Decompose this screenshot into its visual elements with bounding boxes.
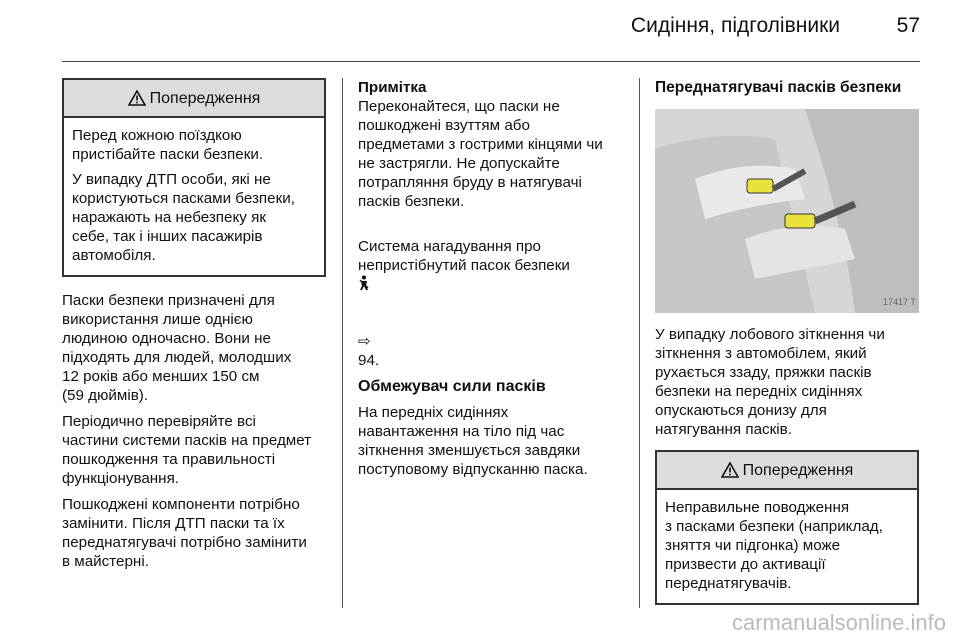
note-title: Примітка <box>358 79 427 96</box>
warning-title: Попередження <box>149 89 261 107</box>
warning-triangle-icon <box>128 90 146 106</box>
warning-triangle-icon <box>721 462 739 478</box>
page-reference-arrow-icon: ⇨ <box>358 333 371 350</box>
note-text: Переконайтеся, що паски не пошкоджені взуттям або предметами з гострими кінцями чи не застрягли. Не допускайте потрапляння бруду в натягувачі пасків безпеки. <box>358 98 603 210</box>
column-divider-2 <box>639 78 640 608</box>
column-2 <box>358 78 628 486</box>
warning-body <box>64 118 324 275</box>
page-header-title: Сидіння, підголівники <box>630 14 840 37</box>
image-code: 17417 T <box>883 297 916 307</box>
column-3 <box>655 78 925 605</box>
body-paragraph: Періодично перевіряйте всі частини системи пасків на предмет пошкодження та правильності функціонування. <box>62 413 312 487</box>
limiter-text: На передніх сидіннях навантаження на тіло під час зіткнення зменшується завдяки поступовому відпусканню паска. <box>358 404 588 478</box>
body-paragraph: Паски безпеки призначені для використання лише однією людиною одночасно. Вони не підходять для людей, молодших 12 років або менших 150 см (59 дюймів). <box>62 292 292 404</box>
column-1 <box>62 78 326 578</box>
limiter-heading: Обмежувач сили пасків <box>358 378 546 395</box>
warning-body-2 <box>657 490 917 603</box>
reminder-page-ref: 94. <box>358 352 380 369</box>
pretensioner-heading: Переднатягувачі пасків безпеки <box>655 79 902 96</box>
seatbelt-icon <box>358 275 370 291</box>
column-divider-1 <box>342 78 343 608</box>
body-paragraph: Пошкоджені компоненти потрібно замінити. Після ДТП паски та їх переднатягувачі потрібно замінити в майстерні. <box>62 496 307 570</box>
buckle-illustration <box>655 109 919 313</box>
page-number: 57 <box>896 14 920 37</box>
header-rule <box>62 61 920 62</box>
reminder-text: Система нагадування про непристібнутий пасок безпеки <box>358 238 570 274</box>
watermark: carmanualsonline.info <box>731 610 946 635</box>
warning-box <box>62 78 326 277</box>
warning-header-2 <box>657 452 917 490</box>
seatbelt-buckle-photo <box>655 109 919 313</box>
warning-box-2 <box>655 450 919 605</box>
reminder-paragraph <box>358 218 628 370</box>
warning-text-2: Неправильне поводження з пасками безпеки (наприклад, зняття чи підгонка) може призвести до активації переднатягувачів. <box>665 499 883 592</box>
pretensioner-text: У випадку лобового зіткнення чи зіткнення з автомобілем, який рухається ззаду, пряжки пасків безпеки на передніх сидіннях опускаються донизу для натягування пасків. <box>655 326 885 438</box>
warning-paragraph: Перед кожною поїздкою пристібайте паски безпеки. <box>72 127 264 163</box>
warning-paragraph: У випадку ДТП особи, які не користуються пасками безпеки, наражають на небезпеку як себе, так і інших пасажирів автомобіля. <box>72 171 295 264</box>
warning-header <box>64 80 324 118</box>
warning-title-2: Попередження <box>742 461 854 479</box>
